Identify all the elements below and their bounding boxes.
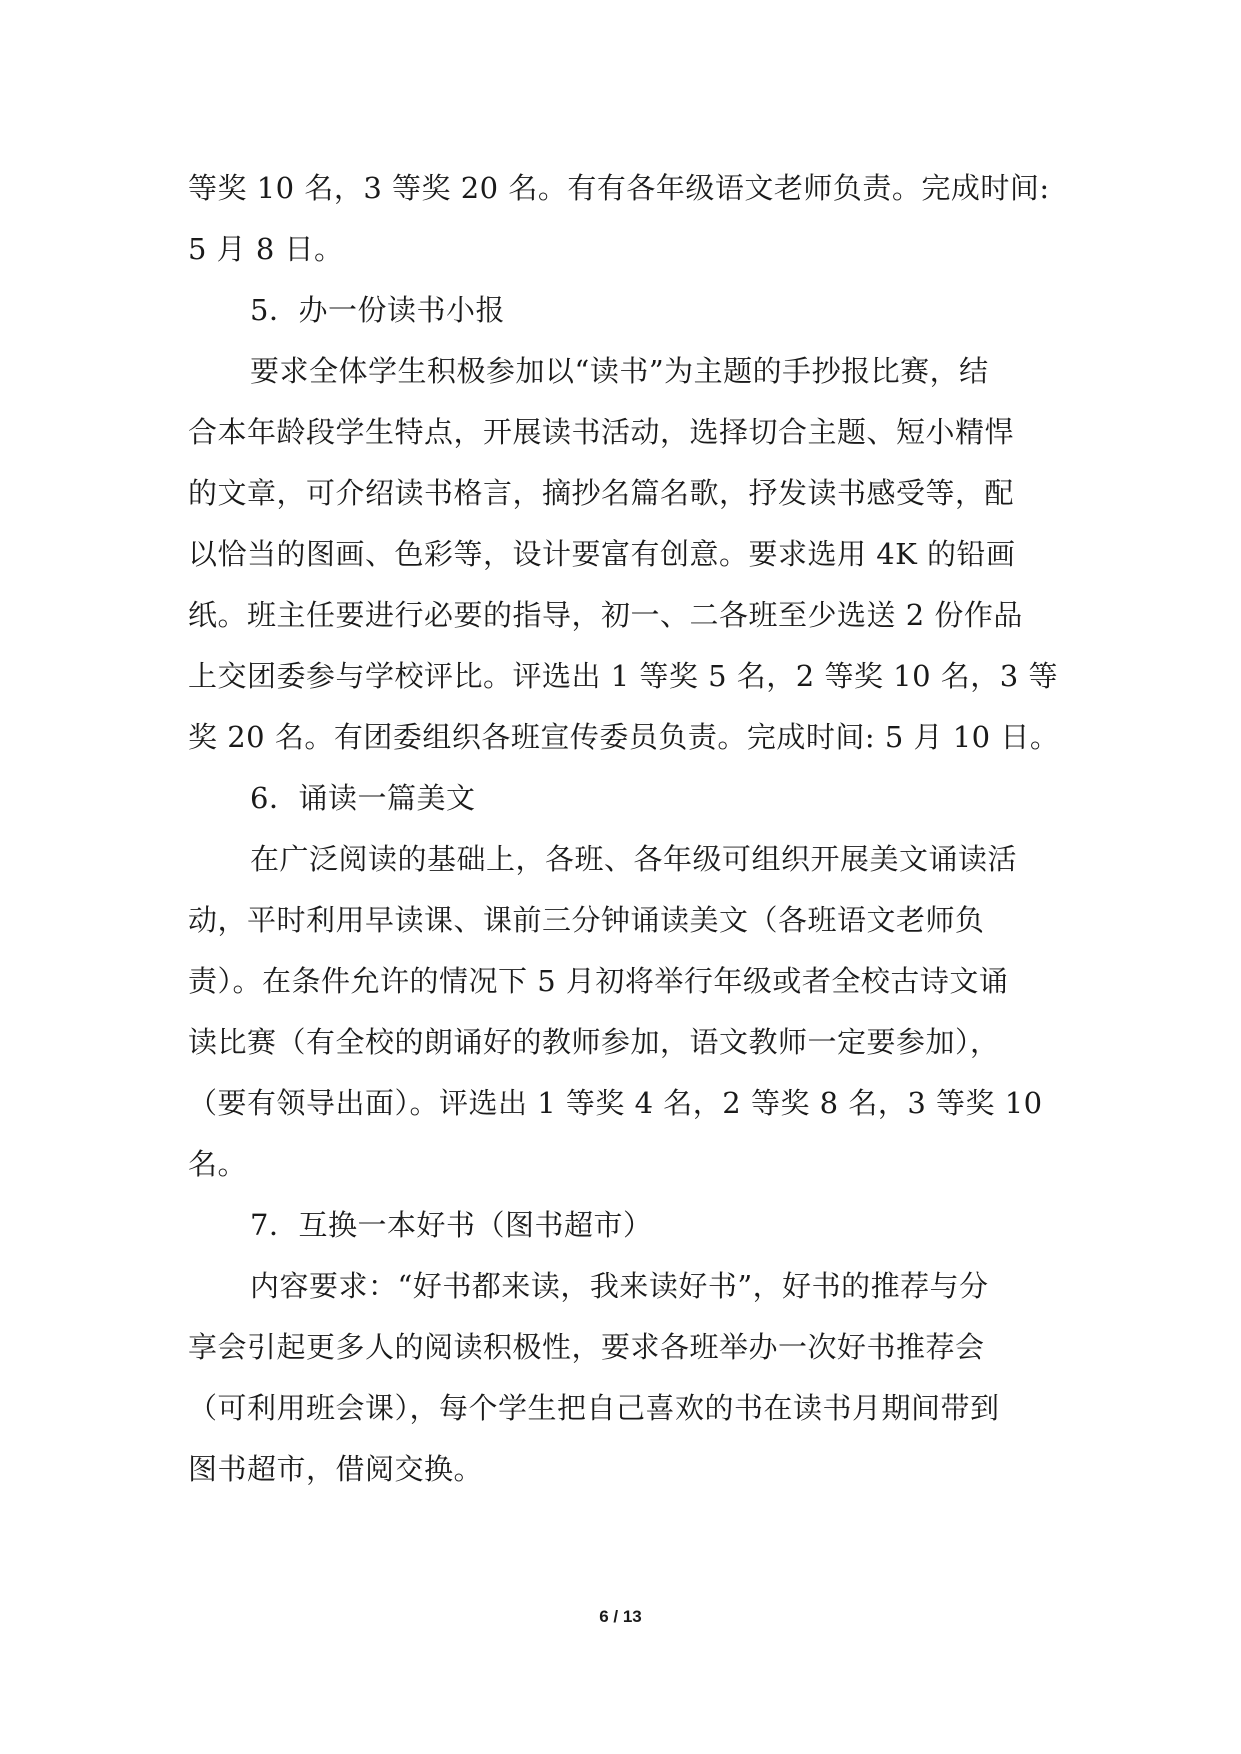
paragraph-line: 合本年龄段学生特点，开展读书活动，选择切合主题、短小精悍	[188, 415, 1015, 449]
paragraph-line: 的文章，可介绍读书格言，摘抄名篇名歌，抒发读书感受等，配	[188, 476, 1015, 510]
page-number: 6 / 13	[599, 1607, 642, 1626]
paragraph-line: （可利用班会课），每个学生把自己喜欢的书在读书月期间带到	[188, 1391, 1000, 1425]
paragraph-line: 责）。在条件允许的情况下 5 月初将举行年级或者全校古诗文诵	[188, 964, 1009, 998]
section-heading-7: 7．互换一本好书（图书超市）	[250, 1208, 653, 1242]
section-heading-6: 6．诵读一篇美文	[250, 781, 476, 815]
paragraph-line: 纸。班主任要进行必要的指导，初一、二各班至少选送 2 份作品	[188, 598, 1023, 632]
paragraph-line: （要有领导出面）。评选出 1 等奖 4 名，2 等奖 8 名，3 等奖 10	[188, 1086, 1043, 1120]
paragraph-line: 动，平时利用早读课、课前三分钟诵读美文（各班语文老师负	[188, 903, 985, 937]
paragraph-line: 内容要求：“好书都来读，我来读好书”，好书的推荐与分	[250, 1269, 989, 1303]
paragraph-line: 读比赛（有全校的朗诵好的教师参加，语文教师一定要参加），	[188, 1025, 1000, 1059]
paragraph-line: 图书超市，借阅交换。	[188, 1452, 484, 1486]
paragraph-line: 在广泛阅读的基础上，各班、各年级可组织开展美文诵读活	[250, 842, 1018, 876]
document-body	[188, 158, 1058, 1500]
section-heading-5: 5．办一份读书小报	[250, 293, 505, 327]
paragraph-line: 要求全体学生积极参加以“读书”为主题的手抄报比赛，结	[250, 354, 989, 388]
paragraph-line: 5 月 8 日。	[188, 232, 344, 266]
paragraph-line: 名。	[188, 1147, 248, 1181]
paragraph-line: 上交团委参与学校评比。评选出 1 等奖 5 名，2 等奖 10 名，3 等	[188, 659, 1058, 693]
paragraph-line: 以恰当的图画、色彩等，设计要富有创意。要求选用 4K 的铅画	[188, 537, 1016, 571]
paragraph-line: 奖 20 名。有团委组织各班宣传委员负责。完成时间: 5 月 10 日。	[188, 720, 1060, 754]
paragraph-line: 等奖 10 名，3 等奖 20 名。有有各年级语文老师负责。完成时间:	[188, 171, 1050, 205]
paragraph-line: 享会引起更多人的阅读积极性，要求各班举办一次好书推荐会	[188, 1330, 985, 1364]
